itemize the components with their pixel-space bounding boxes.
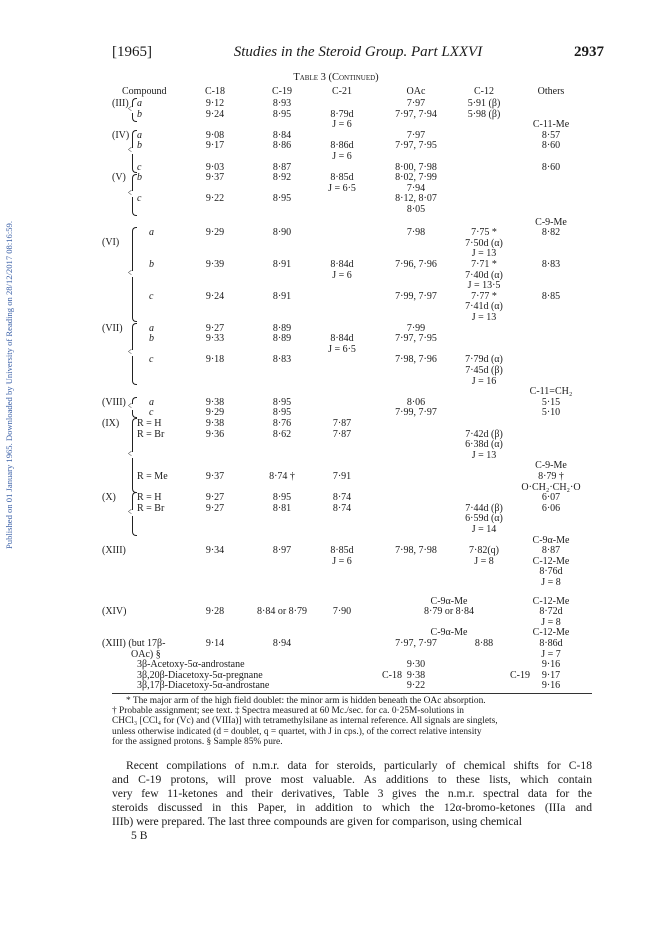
table-cell: 8·94	[272, 638, 292, 649]
table-cell: 8·84 or 8·79	[257, 606, 307, 618]
table-cell: 9·37	[205, 471, 225, 482]
table-cell: 8·90	[272, 227, 292, 239]
table-cell: J = 13·5	[467, 280, 501, 292]
compound-label: (XIII) (but 17β-	[102, 638, 166, 649]
compound-variant: a	[137, 129, 142, 141]
table-cell: J = 16	[471, 375, 497, 387]
table-cell: 9·24	[205, 108, 225, 120]
table-cell: C-18	[382, 669, 402, 681]
body-text-line: Recent compilations of n.m.r. data for steroids, particularly of chemical shifts for C-18	[126, 759, 592, 772]
table-cell: 8·76d	[539, 566, 563, 578]
table-cell: 5·15	[541, 396, 561, 408]
table-cell: 9·28	[205, 606, 225, 618]
compound-variant: R = H	[137, 492, 162, 504]
table-cell: 8·93	[272, 98, 292, 109]
compound-label: (IX)	[102, 418, 120, 429]
table-cell: 8·95	[272, 492, 292, 504]
table-cell: 8·87	[541, 545, 561, 557]
table-cell: J = 6	[332, 555, 352, 567]
brace: <	[127, 448, 132, 460]
brace: <	[127, 507, 132, 519]
table-cell: 8·79d	[330, 108, 354, 120]
brace	[132, 154, 133, 168]
brace	[132, 231, 133, 271]
table-cell: 8·85	[541, 290, 561, 302]
table-cell: 5·98 (β)	[467, 108, 501, 120]
table-cell: C-12-Me	[532, 555, 570, 567]
table-cell: 9·17	[541, 669, 561, 681]
table-cell: 7·87	[332, 418, 352, 429]
table-cell: 9·18	[205, 354, 225, 366]
column-header: C-18	[205, 86, 225, 97]
page-header	[112, 44, 604, 60]
table-cell: C-9-Me	[535, 216, 567, 228]
table-cell: 7·97, 7·95	[395, 140, 437, 152]
table-footnote: for the assigned protons. § Sample 85% pure.	[112, 736, 283, 747]
header-title: Studies in the Steroid Group. Part LXXVI	[233, 44, 483, 60]
brace	[132, 317, 137, 322]
table-cell: 8·74	[332, 492, 352, 504]
compound-variant: b	[137, 140, 142, 152]
table-cell: 8·91	[272, 259, 292, 270]
body-text-line: steroids discussed in this Paper, in addition to which the 12α-bromo-ketones (IIIa and	[112, 801, 592, 814]
table-cell: 7·91	[332, 471, 352, 482]
brace	[132, 211, 137, 216]
brace	[132, 327, 133, 351]
table-cell: 7·71 *	[471, 259, 497, 270]
table-cell: 8·81	[272, 502, 292, 514]
table-cell: J = 8	[474, 555, 494, 567]
table-footnote: CHCl₃ [CCl₄ for (Vc) and (VIIIa)] with tetramethylsilane as internal reference. All signals are singlets,	[112, 716, 498, 727]
brace: <	[127, 188, 132, 200]
table-cell: 8·84d	[330, 333, 354, 345]
table-cell: 7·97	[406, 98, 426, 109]
table-cell: 9·34	[205, 545, 225, 557]
body-text-line: IIIb) were prepared. The last three compounds are given for comparison, using chemical	[112, 815, 522, 828]
table-cell: 9·22	[205, 193, 225, 205]
table-cell: 9·27	[205, 502, 225, 514]
reference-compound: 3β,20β-Diacetoxy-5α-pregnane	[137, 669, 263, 681]
brace: <	[127, 103, 132, 115]
brace	[132, 277, 133, 317]
table-cell: J = 6·5	[328, 343, 356, 355]
table-cell: 7·96, 7·96	[395, 259, 437, 270]
table-title: Table 3 (Continued)	[293, 72, 379, 83]
table-cell: 7·82(q)	[469, 545, 499, 557]
table-cell: 7·97	[406, 129, 426, 141]
table-cell: J = 7	[541, 648, 561, 660]
table-cell: 9·38	[205, 396, 225, 408]
table-cell: 5·91 (β)	[467, 98, 501, 109]
signature-mark: 5 B	[131, 829, 148, 842]
table-cell: 8·97	[272, 545, 292, 557]
table-cell: 9·16	[541, 680, 561, 692]
compound-label: (VI)	[102, 237, 120, 249]
table-cell: 8·72d	[539, 606, 563, 618]
table-cell: 9·38	[205, 418, 225, 429]
table-cell: 8·00, 7·98	[395, 161, 437, 173]
table-cell: 7·98, 7·98	[395, 545, 437, 557]
table-cell: C-11=CH₂	[529, 386, 573, 398]
table-cell: 6·06	[541, 502, 561, 514]
brace	[132, 380, 137, 385]
table-cell: 9·17	[205, 140, 225, 152]
table-cell: 8·86d	[330, 140, 354, 152]
brace: <	[127, 400, 132, 412]
body-text-line: very few 11-ketones and their derivatives, Table 3 gives the n.m.r. spectral data for the	[112, 787, 592, 800]
table-cell: 7·97, 7·95	[395, 333, 437, 345]
compound-variant: R = H	[137, 418, 162, 429]
table-cell: J = 8	[541, 616, 561, 628]
reference-compound: 3β,17β-Diacetoxy-5α-androstane	[137, 680, 270, 692]
table-cell: 6·59d (α)	[465, 513, 503, 525]
table-cell: J = 6	[332, 151, 352, 162]
compound-variant: c	[137, 161, 142, 173]
compound-label: (VIII)	[102, 396, 126, 408]
table-cell: 8·83	[272, 354, 292, 366]
table-cell: 7·41d (α)	[465, 301, 503, 313]
table-cell: J = 13	[471, 248, 497, 260]
brace	[132, 197, 133, 210]
table-cell: 8·86	[272, 140, 292, 152]
body-text-line: and C-19 protons, will prove most valuable. As additions to these lists, which contain	[112, 773, 592, 786]
table-cell: 9·22	[406, 680, 426, 692]
compound-label: (XIV)	[102, 606, 127, 618]
table-cell: 8·87	[272, 161, 292, 173]
table-footnote: † Probable assignment; see text. ‡ Spectra measured at 60 Mc./sec. for ca. 0·25M-solutions in	[112, 706, 464, 717]
compound-label: OAc) §	[131, 648, 161, 660]
table-cell: 8·05	[406, 204, 426, 215]
table-cell: 8·74	[332, 502, 352, 514]
table-cell: 8·95	[272, 407, 292, 419]
compound-variant: R = Me	[137, 471, 168, 482]
table-cell: 8·12, 8·07	[395, 193, 437, 205]
table-cell: 8·76	[272, 418, 292, 429]
table-cell: 7·77 *	[471, 290, 497, 302]
brace	[132, 117, 137, 122]
compound-variant: c	[149, 354, 154, 366]
brace: <	[127, 347, 132, 359]
table-cell: J = 13	[471, 312, 497, 323]
table-cell: 7·99, 7·97	[395, 290, 437, 302]
table-cell: 7·99	[406, 322, 426, 334]
table-cell: 6·07	[541, 492, 561, 504]
brace	[132, 178, 133, 191]
table-cell: 9·36	[205, 428, 225, 440]
column-header: C-19	[272, 86, 292, 97]
table-cell: 7·94	[406, 182, 426, 194]
brace	[132, 102, 133, 107]
compound-variant: a	[149, 396, 154, 408]
table-cell: 8·89	[272, 322, 292, 334]
table-cell: 8·89	[272, 333, 292, 345]
compound-label: (V)	[112, 172, 126, 184]
column-header: Compound	[122, 86, 167, 97]
compound-label: (XIII)	[102, 545, 126, 557]
table-cell: 9·03	[205, 161, 225, 173]
brace	[132, 134, 133, 148]
table-cell: C-12-Me	[532, 595, 570, 607]
brace	[132, 168, 137, 173]
table-cell: 8·84d	[330, 259, 354, 270]
column-header: OAc	[406, 86, 426, 97]
table-cell: 6·38d (α)	[465, 439, 503, 451]
compound-variant: b	[137, 172, 142, 184]
table-cell: 9·27	[205, 322, 225, 334]
table-cell: 7·99, 7·97	[395, 407, 437, 419]
brace	[132, 422, 133, 452]
table-cell: C-9α-Me	[430, 627, 468, 639]
table-cell: 5·10	[541, 407, 561, 419]
reference-compound: 3β-Acetoxy-5α-androstane	[137, 659, 245, 671]
table-cell: C-12-Me	[532, 627, 570, 639]
table-cell: 9·08	[205, 129, 225, 141]
compound-label: (IV)	[112, 129, 130, 141]
header-year: [1965]	[112, 44, 152, 60]
table-cell: C-9-Me	[535, 460, 567, 472]
table-cell: 7·98	[406, 227, 426, 239]
brace	[132, 356, 133, 380]
table-cell: J = 6·5	[328, 182, 356, 194]
table-rule	[112, 693, 592, 694]
brace: <	[127, 267, 132, 279]
table-cell: 7·79d (α)	[465, 354, 503, 366]
table-cell: 7·97, 7·94	[395, 108, 437, 120]
table-cell: 8·88	[474, 638, 494, 649]
compound-label: (VII)	[102, 322, 123, 334]
table-cell: 8·85d	[330, 545, 354, 557]
table-cell: J = 6	[332, 269, 352, 281]
table-cell: 9·29	[205, 407, 225, 419]
compound-label: (X)	[102, 492, 116, 504]
table-cell: 7·42d (β)	[465, 428, 503, 440]
table-cell: 9·30	[406, 659, 426, 671]
compound-variant: c	[149, 290, 154, 302]
table-cell: 8·60	[541, 161, 561, 173]
table-cell: C-11-Me	[532, 119, 570, 131]
table-cell: 8·86d	[539, 638, 563, 649]
table-cell: J = 13	[471, 449, 497, 461]
table-cell: 8·79 or 8·84	[424, 606, 474, 618]
table-cell: 8·02, 7·99	[395, 172, 437, 184]
table-cell: 7·75 *	[471, 227, 497, 239]
table-cell: 7·98, 7·96	[395, 354, 437, 366]
table-cell: 9·37	[205, 172, 225, 184]
brace	[132, 516, 133, 530]
table-cell: C-19	[510, 669, 530, 681]
table-cell: 7·90	[332, 606, 352, 618]
table-cell: 7·44d (β)	[465, 502, 503, 514]
table-cell: C-9α-Me	[532, 534, 570, 546]
table-cell: 8·84	[272, 129, 292, 141]
compound-variant: a	[137, 98, 142, 109]
table-cell: 8·95	[272, 396, 292, 408]
table-cell: 8·91	[272, 290, 292, 302]
table-cell: 8·92	[272, 172, 292, 184]
table-cell: 9·16	[541, 659, 561, 671]
brace	[132, 401, 133, 404]
table-cell: J = 6	[332, 119, 352, 131]
table-cell: 7·87	[332, 428, 352, 440]
column-header: C-21	[332, 86, 352, 97]
table-cell: 9·33	[205, 333, 225, 345]
table-footnote: unless otherwise indicated (d = doublet, q = quartet, with J in cps.), of the correct relative intensity	[112, 726, 482, 737]
compound-variant: c	[149, 407, 154, 419]
table-cell: 7·50d (α)	[465, 237, 503, 249]
compound-variant: a	[149, 227, 154, 239]
compound-variant: b	[149, 333, 154, 345]
table-cell: O·CH₂·CH₂·O	[521, 481, 581, 493]
table-footnote: * The major arm of the high field doublet: the minor arm is hidden beneath the OAc absorption.	[126, 696, 486, 706]
table-cell: 8·57	[541, 129, 561, 141]
brace	[132, 496, 133, 510]
compound-label: (III)	[112, 98, 129, 109]
table-cell: 9·38	[406, 669, 426, 681]
table-cell: 9·24	[205, 290, 225, 302]
table-cell: 8·95	[272, 108, 292, 120]
table-cell: J = 14	[471, 524, 497, 535]
table-cell: 8·74 †	[269, 471, 295, 482]
download-notice: Published on 01 January 1965. Downloaded by University of Reading on 28/12/2017 08:16:59.	[4, 221, 14, 549]
compound-variant: b	[137, 108, 142, 120]
compound-variant: R = Br	[137, 502, 165, 514]
table-cell: 8·79 †	[538, 471, 564, 482]
brace: <	[127, 145, 132, 156]
table-cell: 9·29	[205, 227, 225, 239]
brace	[132, 458, 133, 488]
table-cell: 9·12	[205, 98, 225, 109]
table-cell: 8·82	[541, 227, 561, 239]
column-header: Others	[537, 86, 565, 97]
table-cell: 8·95	[272, 193, 292, 205]
table-cell: 9·39	[205, 259, 225, 270]
table-cell: C-9α-Me	[430, 595, 468, 607]
compound-variant: c	[137, 193, 142, 205]
page-number: 2937	[574, 44, 604, 60]
table-cell: 7·40d (α)	[465, 269, 503, 281]
table-cell: 7·97, 7·97	[395, 638, 437, 649]
table-cell: 8·06	[406, 396, 426, 408]
brace	[132, 531, 137, 536]
compound-variant: b	[149, 259, 154, 270]
compound-variant: a	[149, 322, 154, 334]
column-header: C-12	[474, 86, 494, 97]
compound-variant: R = Br	[137, 428, 165, 440]
table-cell: 8·83	[541, 259, 561, 270]
table-cell: 8·60	[541, 140, 561, 152]
table-cell: 7·45d (β)	[465, 365, 503, 376]
table-cell: 9·27	[205, 492, 225, 504]
table-cell: J = 8	[541, 577, 561, 588]
table-cell: 9·14	[205, 638, 225, 649]
table-cell: 8·85d	[330, 172, 354, 184]
table-cell: 8·62	[272, 428, 292, 440]
